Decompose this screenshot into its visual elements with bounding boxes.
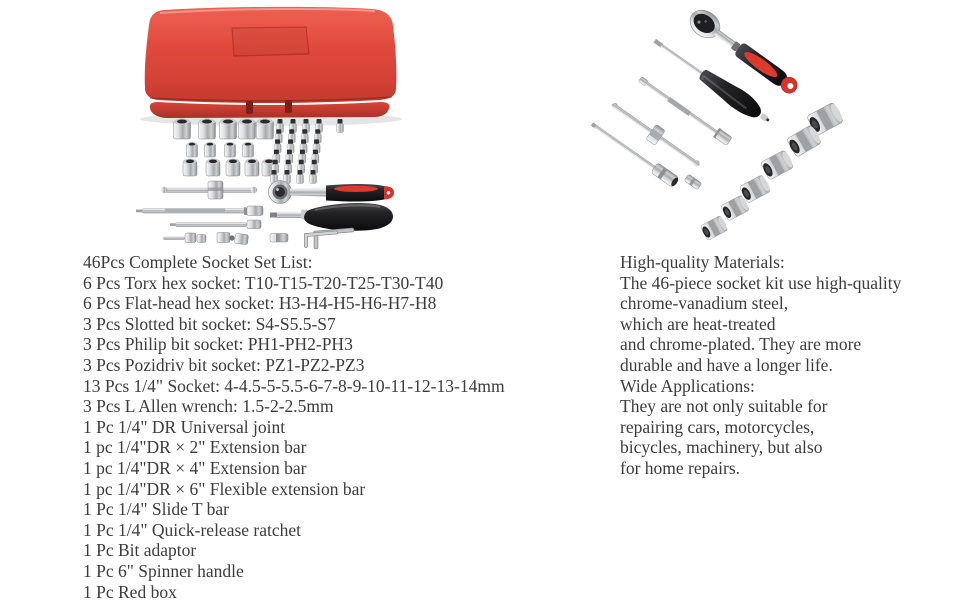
list-item: 3 Pcs Philip bit socket: PH1-PH2-PH3 — [83, 334, 353, 355]
deep-socket-bar — [589, 119, 681, 188]
spinner-handle — [270, 203, 393, 231]
slide-t-bar — [161, 181, 257, 199]
ratchet — [685, 4, 803, 99]
list-title: 46Pcs Complete Socket Set List: — [83, 252, 313, 272]
socket-set-list — [83, 252, 505, 600]
loose-sockets — [700, 102, 845, 241]
list-item: 1 pc 1/4"DR × 2" Extension bar — [83, 437, 307, 458]
list-item: 13 Pcs 1/4" Socket: 4-4.5-5-5.5-6-7-8-9-10-11-12-13-14mm — [83, 375, 505, 396]
universal-joint — [163, 233, 248, 245]
case-latch — [285, 100, 292, 113]
t-bar — [607, 97, 704, 173]
tools-photo — [580, 0, 920, 255]
list-item: 1 Pc 1/4" DR Universal joint — [83, 416, 286, 437]
description-line: which are heat-treated — [620, 313, 776, 334]
list-item: 1 Pc 1/4" Quick-release ratchet — [83, 519, 302, 540]
small-adapter — [684, 174, 702, 190]
ratchet — [269, 181, 395, 204]
list-item: 1 pc 1/4"DR × 6" Flexible extension bar — [83, 478, 366, 499]
list-item: 3 Pcs Slotted bit socket: S4-S5.5-S7 — [83, 313, 336, 334]
materials-description — [620, 252, 901, 479]
allen-wrenches — [306, 230, 352, 247]
description-line: for home repairs. — [620, 457, 741, 478]
socket-set-photo — [120, 0, 450, 255]
list-item: 1 Pc 6" Spinner handle — [83, 560, 244, 581]
list-item: 1 Pc 1/4" Slide T bar — [83, 499, 230, 520]
list-item: 1 Pc Red box — [83, 581, 177, 600]
socket-set-illustration — [120, 0, 450, 255]
description-line: chrome-vanadium steel, — [620, 293, 789, 314]
description-line: The 46-piece socket kit use high-quality — [620, 272, 902, 293]
list-item: 3 Pcs Pozidriv bit socket: PZ1-PZ2-PZ3 — [83, 354, 365, 375]
extension-bar — [170, 220, 261, 229]
bit-socket-grid — [271, 119, 344, 184]
case-lid-recess — [232, 27, 309, 56]
tools-illustration — [580, 0, 920, 255]
screwdriver — [649, 33, 775, 129]
materials-title: High-quality Materials: — [620, 252, 785, 272]
bit-adaptor — [270, 234, 288, 243]
case-latch — [246, 101, 253, 114]
flexible-extension-bar — [136, 206, 263, 216]
description-line: durable and have a longer life. — [620, 354, 833, 375]
description-line: They are not only suitable for — [620, 396, 828, 417]
list-item: 6 Pcs Flat-head hex socket: H3-H4-H5-H6-H7-H8 — [83, 293, 437, 314]
list-item: 1 pc 1/4"DR × 4" Extension bar — [83, 457, 307, 478]
socket-rows — [174, 118, 277, 176]
applications-title: Wide Applications: — [620, 375, 755, 396]
list-item: 1 Pc Bit adaptor — [83, 540, 197, 561]
description-line: repairing cars, motorcycles, — [620, 416, 815, 437]
list-item: 6 Pcs Torx hex socket: T10-T15-T20-T25-T30-T40 — [83, 272, 444, 293]
list-item: 3 Pcs L Allen wrench: 1.5-2-2.5mm — [83, 396, 334, 417]
red-case — [140, 7, 402, 126]
description-line: and chrome-plated. They are more — [620, 334, 862, 355]
description-line: bicycles, machinery, but also — [620, 437, 823, 458]
